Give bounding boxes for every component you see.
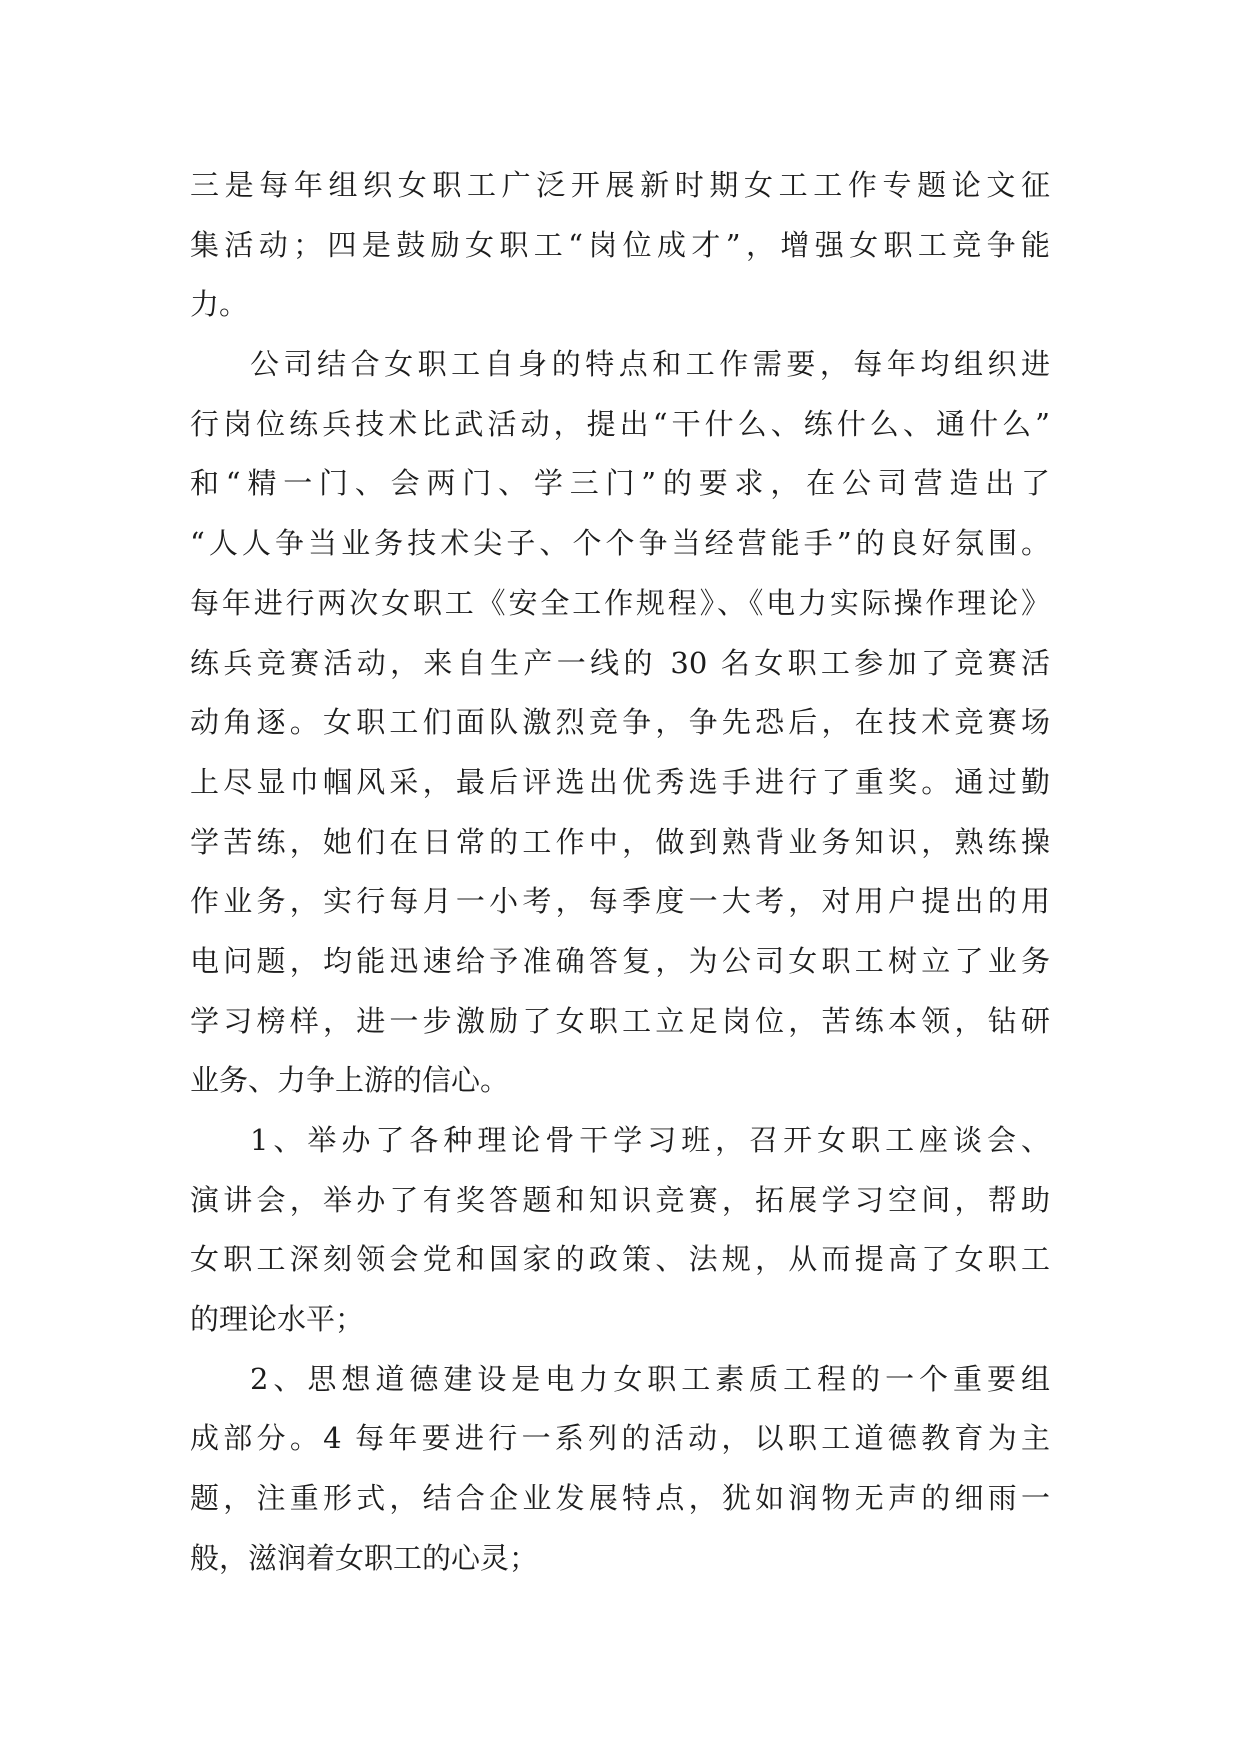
text-line: 1、举办了各种理论骨干学习班，召开女职工座谈会、 <box>250 1123 1050 1157</box>
text-line: 作业务，实行每月一小考，每季度一大考，对用户提出的用 <box>190 884 1050 919</box>
text-line: 2、思想道德建设是电力女职工素质工程的一个重要组 <box>250 1361 1050 1396</box>
text-line: 电问题，均能迅速给予准确答复，为公司女职工树立了业务 <box>190 943 1050 978</box>
text-line: 每年进行两次女职工《安全工作规程》、《电力实际操作理论》 <box>190 585 1050 620</box>
text-line: 成部分。4 每年要进行一系列的活动，以职工道德教育为主 <box>190 1421 1050 1456</box>
paragraph-3 <box>190 1111 1050 1350</box>
paragraph-2 <box>190 335 1050 1111</box>
text-line: 公司结合女职工自身的特点和工作需要，每年均组织进 <box>250 347 1050 382</box>
paragraph-1 <box>190 156 1050 335</box>
text-line: 上尽显巾帼风采，最后评选出优秀选手进行了重奖。通过勤 <box>190 764 1050 799</box>
text-line: 业务、力争上游的信心。 <box>190 1063 510 1098</box>
text-line: 动角逐。女职工们面队激烈竞争，争先恐后，在技术竞赛场 <box>190 705 1050 740</box>
text-line: 集活动；四是鼓励女职工“岗位成才”，增强女职工竞争能 <box>190 227 1050 262</box>
text-line: 练兵竞赛活动，来自生产一线的 30 名女职工参加了竞赛活 <box>190 645 1050 680</box>
text-line: 的理论水平； <box>190 1302 365 1337</box>
text-line: 题，注重形式，结合企业发展特点，犹如润物无声的细雨一 <box>190 1481 1050 1516</box>
text-line: 学习榜样，进一步激励了女职工立足岗位，苦练本领，钻研 <box>190 1003 1050 1038</box>
text-line: 演讲会，举办了有奖答题和知识竞赛，拓展学习空间，帮助 <box>190 1182 1050 1217</box>
text-line: 和“精一门、会两门、学三门”的要求，在公司营造出了 <box>190 466 1050 501</box>
text-line: 般，滋润着女职工的心灵； <box>190 1540 539 1575</box>
text-line: 行岗位练兵技术比武活动，提出“干什么、练什么、通什么” <box>190 406 1050 441</box>
text-line: “人人争当业务技术尖子、个个争当经营能手”的良好氛围。 <box>190 526 1050 561</box>
text-line: 学苦练，她们在日常的工作中，做到熟背业务知识，熟练操 <box>190 824 1050 859</box>
paragraph-4 <box>190 1350 1050 1589</box>
text-line: 力。 <box>190 287 249 322</box>
text-line: 女职工深刻领会党和国家的政策、法规，从而提高了女职工 <box>190 1242 1050 1277</box>
document-body <box>190 156 1050 1589</box>
text-line: 三是每年组织女职工广泛开展新时期女工工作专题论文征 <box>190 168 1050 202</box>
